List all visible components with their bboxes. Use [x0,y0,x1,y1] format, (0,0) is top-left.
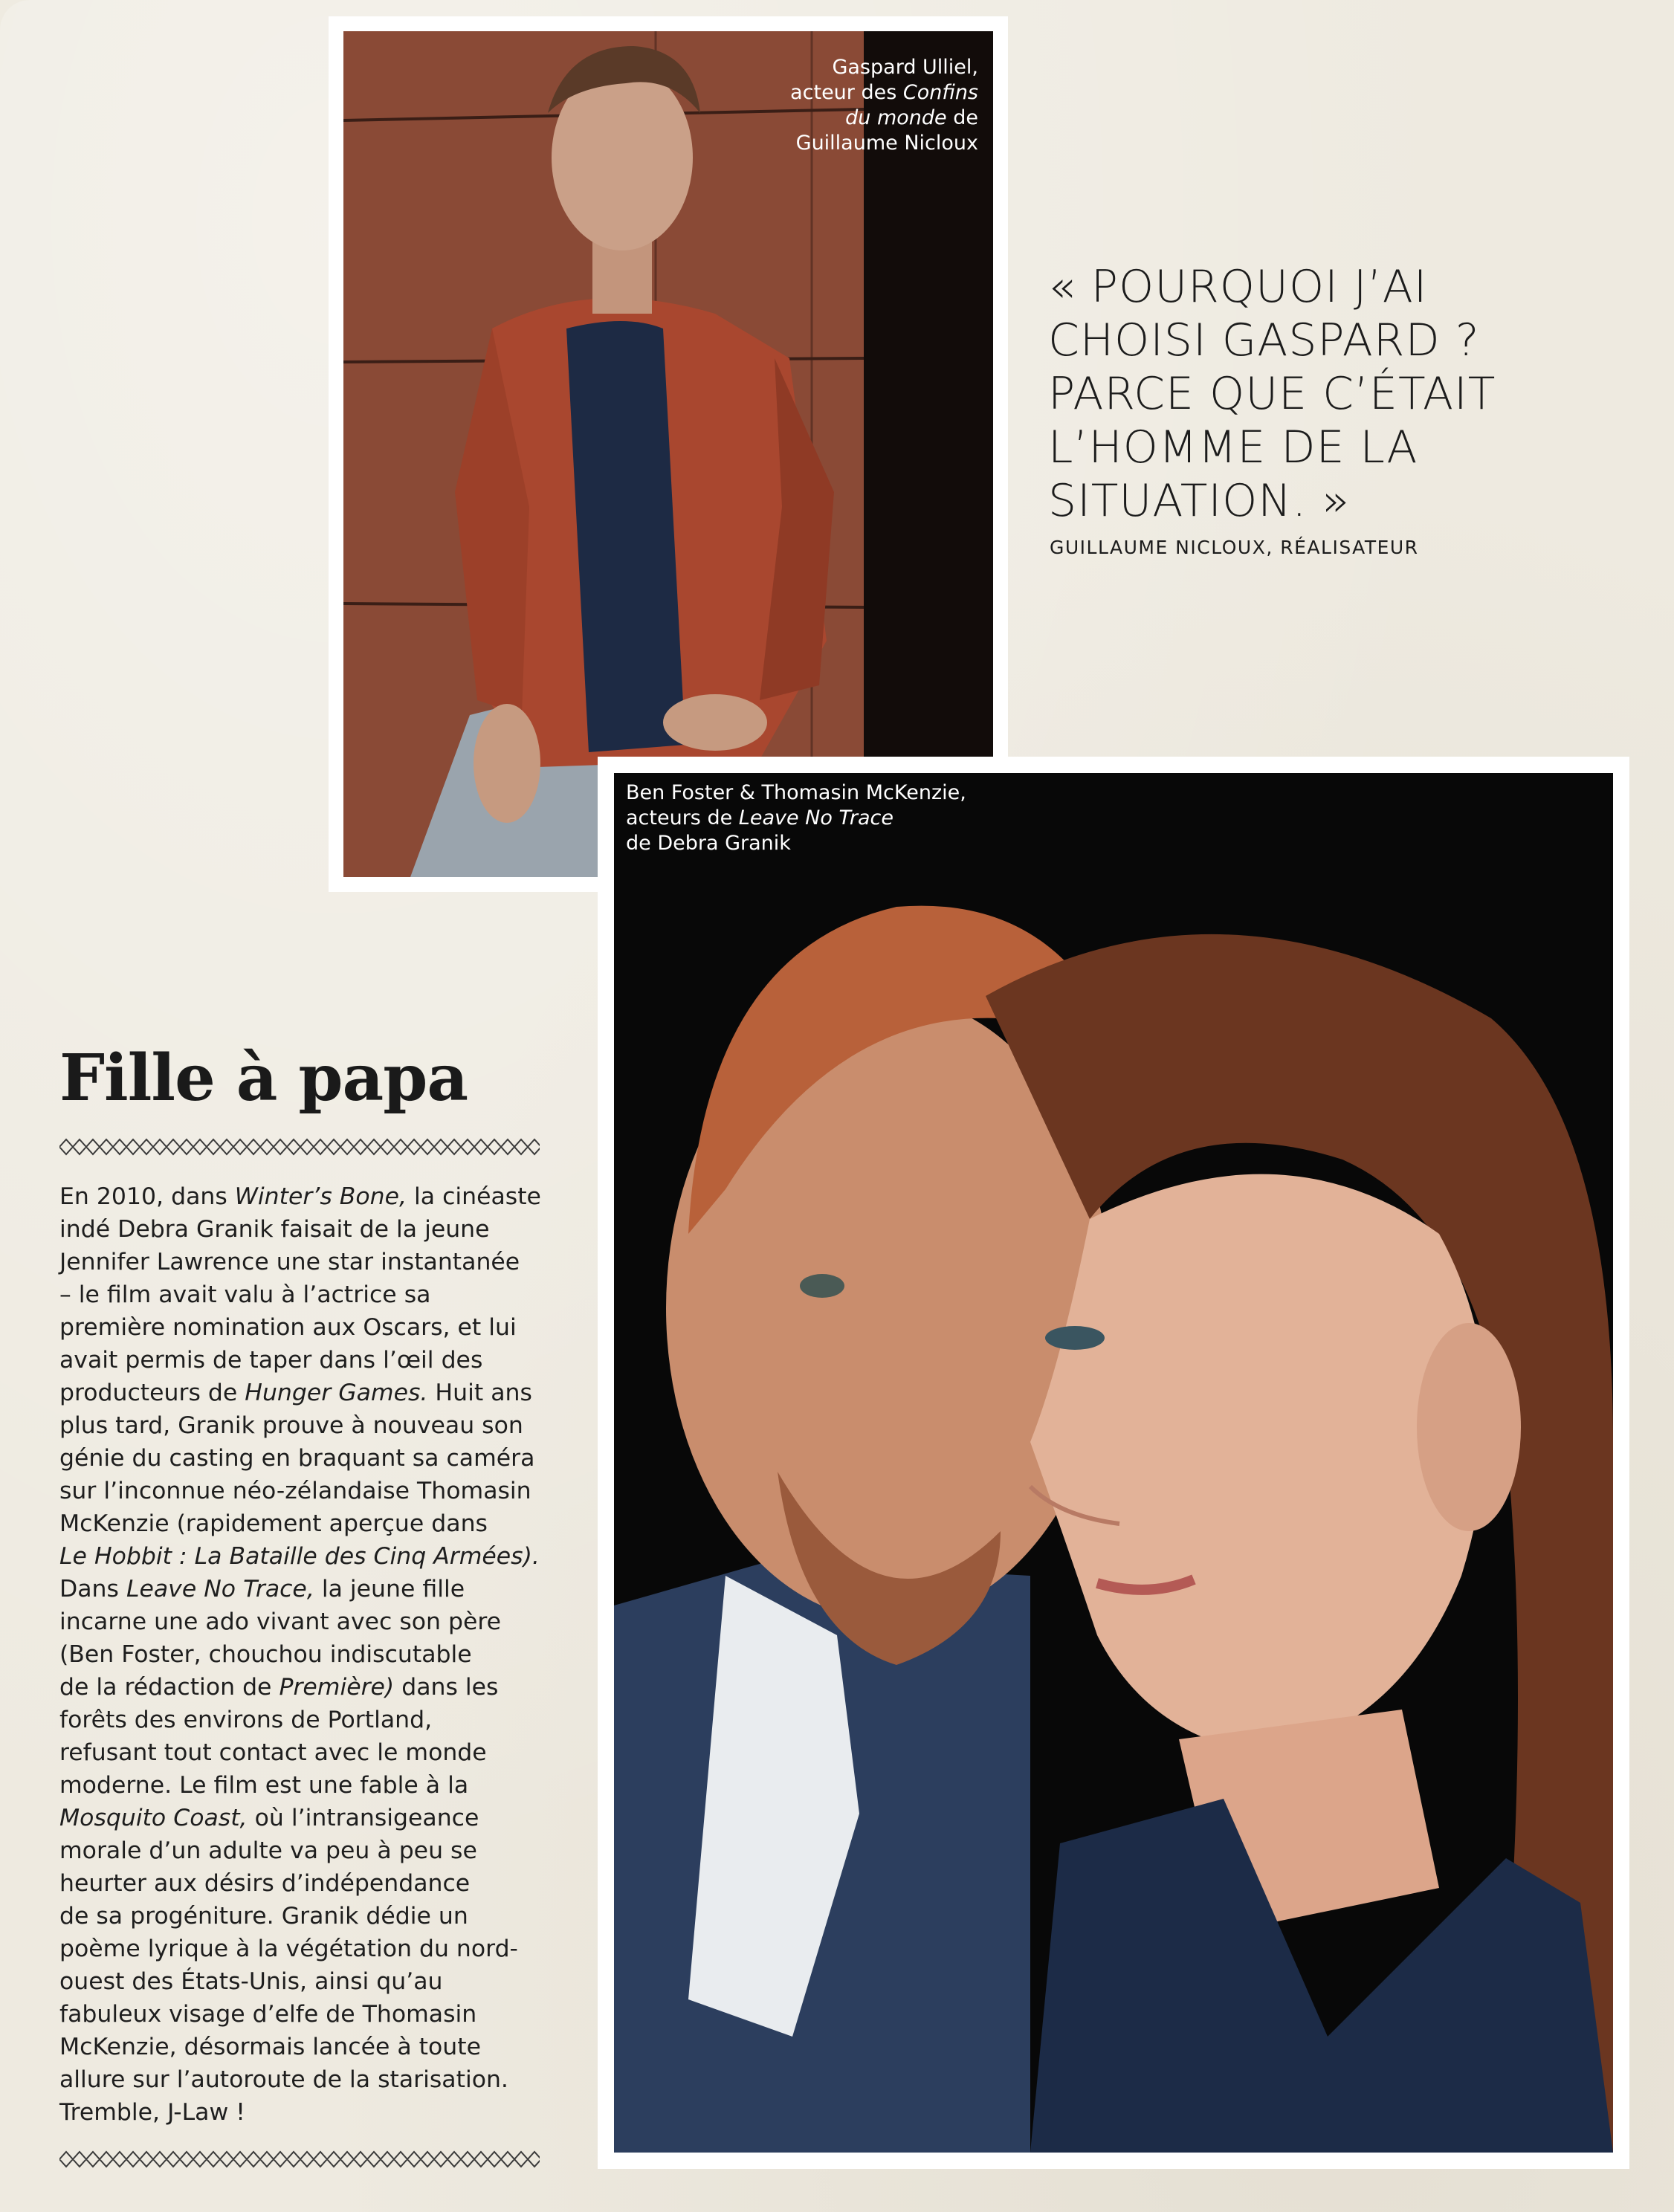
caption-italic: du monde [845,106,947,129]
article-body-line [59,1278,565,1311]
article-body-line [59,1802,565,1834]
article-italic-text: Winter’s Bone, [234,1183,407,1210]
article-text: de la rédaction de [59,1674,279,1701]
article-body-line [59,1867,565,1900]
article-text: première nomination aux Oscars, et lui [59,1314,517,1341]
article-text: de sa progéniture. Granik dédie un [59,1903,468,1930]
portrait-photo-gaspard-ulliel [343,31,993,877]
article-text: McKenzie (rapidement aperçue dans [59,1510,488,1537]
article-body-line [59,1507,565,1540]
article-body-line [59,1311,565,1344]
article-text: génie du casting en braquant sa caméra [59,1445,535,1472]
caption-line: de Debra Granik [626,832,791,855]
article-body-line [59,1704,565,1736]
article-body-line [59,1475,565,1507]
caption-italic: Confins [902,81,978,104]
article-text: allure sur l’autoroute de la starisation. [59,2066,508,2093]
article-text: sur l’inconnue néo-zélandaise Thomasin [59,1478,531,1504]
article-italic-text: Le Hobbit : La Bataille des Cinq Armées). [59,1543,540,1570]
article-body-line [59,1540,565,1573]
article-body-line [59,1671,565,1704]
caption-line: Ben Foster & Thomasin McKenzie, [626,781,966,804]
article-text: avait permis de taper dans l’œil des [59,1347,483,1374]
article-text: heurter aux désirs d’indépendance [59,1870,471,1897]
article-title: Fille à papa [59,1041,468,1116]
article-body-line [59,1409,565,1442]
article-text: morale d’un adulte va peu à peu se [59,1837,477,1864]
article-body [59,1180,565,2129]
article-body-line [59,1246,565,1278]
photo-caption-top [666,55,978,156]
pull-quote-line: CHOISI GASPARD ? [1048,314,1480,366]
article-text: incarne une ado vivant avec son père [59,1608,501,1635]
photo-caption-bottom [626,780,1042,856]
caption-italic: Leave No Trace [738,806,893,830]
article-italic-text: Hunger Games. [245,1380,428,1406]
article-text: Jennifer Lawrence une star instantanée [59,1249,520,1275]
portrait-photo-icon [343,31,993,877]
article-text: où l’intransigeance [247,1805,479,1831]
article-body-line [59,1998,565,2031]
article-body-line [59,2096,565,2129]
article-body-line [59,1442,565,1475]
pull-quote-line: SITUATION. » [1048,475,1351,527]
pull-quote-line: « POURQUOI J’AI [1048,261,1428,313]
article-text: Dans [59,1576,126,1603]
article-body-line [59,1180,565,1213]
article-body-line [59,1933,565,1965]
pull-quote-line: L’HOMME DE LA [1048,421,1418,473]
caption-line: acteur des [790,81,903,104]
article-body-line [59,2031,565,2063]
portrait-photo-icon [614,773,1613,2153]
article-text: forêts des environs de Portland, [59,1707,433,1733]
article-text: McKenzie, désormais lancée à toute [59,2034,481,2060]
article-italic-text: Première) [279,1674,395,1701]
article-text: Huit ans [427,1380,532,1406]
article-text: la cinéaste [407,1183,541,1210]
article-italic-text: Leave No Trace, [126,1576,314,1603]
article-body-line [59,1834,565,1867]
caption-line: de [946,106,978,129]
article-text: refusant tout contact avec le monde [59,1739,487,1766]
article-text: producteurs de [59,1380,245,1406]
article-body-line [59,1344,565,1377]
zigzag-divider-icon [59,2150,540,2169]
article-text: Tremble, J-Law ! [59,2099,245,2126]
article-body-line [59,1573,565,1605]
article-text: En 2010, dans [59,1183,235,1210]
article-text: poème lyrique à la végétation du nord- [59,1936,518,1962]
article-text: (Ben Foster, chouchou indiscutable [59,1641,472,1668]
article-body-line [59,1736,565,1769]
pull-quote-line: PARCE QUE C’ÉTAIT [1048,368,1496,420]
article-body-line [59,1213,565,1246]
article-text: la jeune fille [314,1576,465,1603]
article-body-line [59,1377,565,1409]
article-text: plus tard, Granik prouve à nouveau son [59,1412,523,1439]
article-body-line [59,1965,565,1998]
article-text: fabuleux visage d’elfe de Thomasin [59,2001,477,2028]
caption-line: Gaspard Ulliel, [832,56,978,79]
pull-quote [1048,260,1524,528]
article-italic-text: Mosquito Coast, [59,1805,248,1831]
pull-quote-author: GUILLAUME NICLOUX, RÉALISATEUR [1050,537,1419,558]
article-body-line [59,1769,565,1802]
article-text: ouest des États-Unis, ainsi qu’au [59,1968,443,1995]
article-body-line [59,1900,565,1933]
zigzag-divider-icon [59,1137,540,1157]
article-body-line [59,2063,565,2096]
article-text: indé Debra Granik faisait de la jeune [59,1216,490,1243]
article-text: dans les [394,1674,499,1701]
portrait-photo-ben-foster-thomasin-mckenzie [614,773,1613,2153]
caption-line: acteurs de [626,806,739,830]
article-body-line [59,1605,565,1638]
caption-line: Guillaume Nicloux [795,132,978,155]
article-text: – le film avait valu à l’actrice sa [59,1281,431,1308]
article-text: moderne. Le film est une fable à la [59,1772,469,1799]
article-body-line [59,1638,565,1671]
